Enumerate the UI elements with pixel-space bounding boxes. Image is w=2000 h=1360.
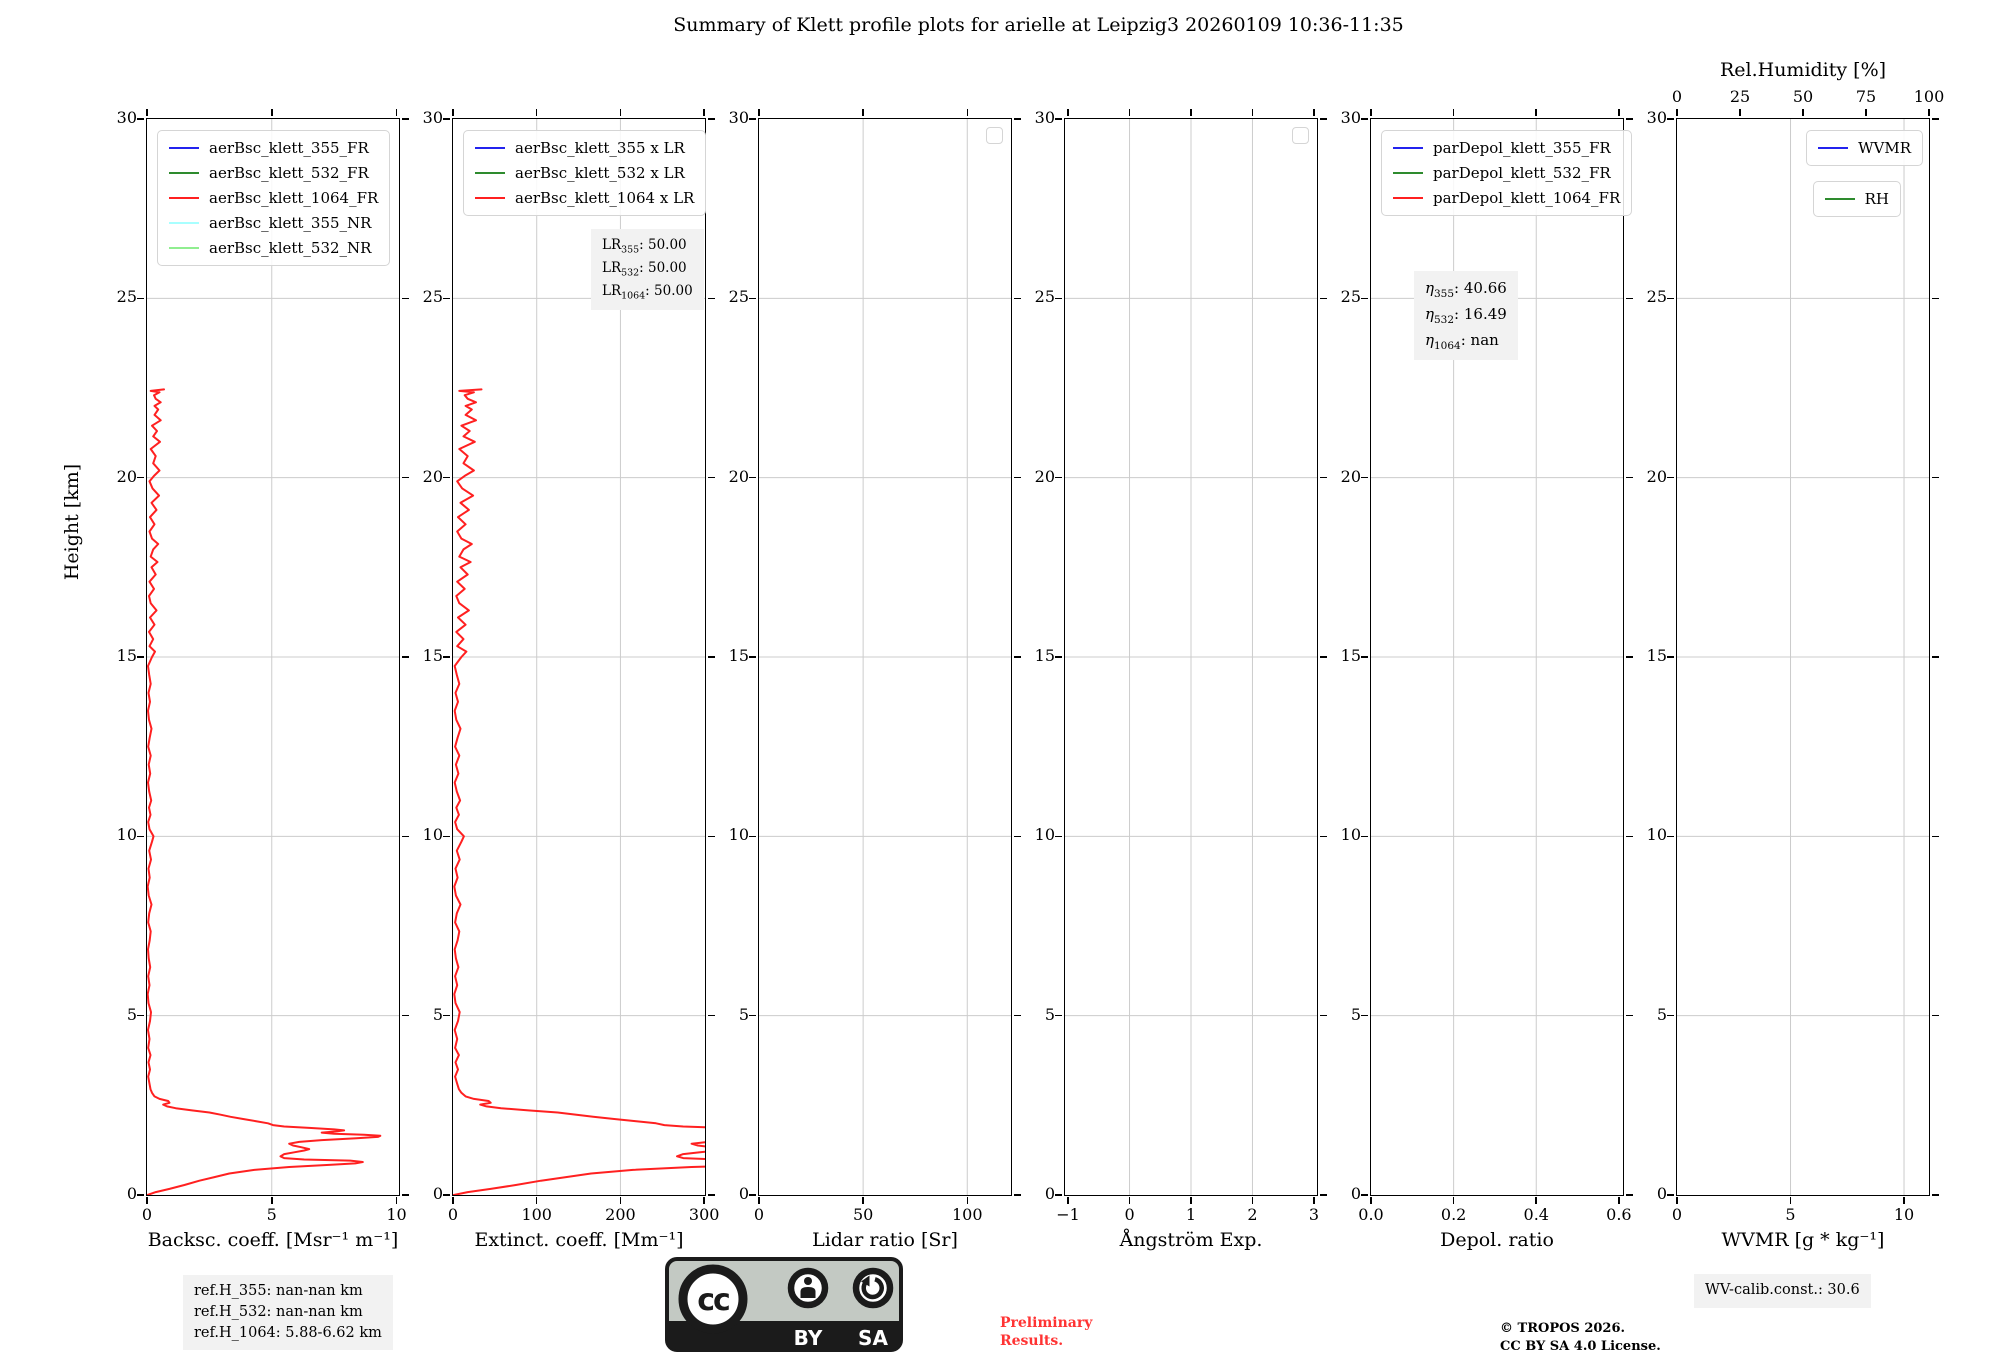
rh-tick-label: 75	[1855, 87, 1877, 106]
annotation-line: $\eta_{1064}$: nan	[1425, 330, 1499, 352]
legend-item	[1393, 189, 1620, 207]
legend-swatch-line	[1393, 197, 1423, 199]
y-tick-label: 30	[116, 108, 137, 127]
y-tick-label: 10	[116, 825, 137, 845]
top-axis-label: Rel.Humidity [%]	[1719, 59, 1887, 81]
axis-tick	[749, 298, 756, 300]
y-tick-label: 5	[1350, 1004, 1361, 1024]
x-tick-label: 0	[1671, 1205, 1683, 1224]
empty-legend-box	[1292, 127, 1309, 144]
axis-tick	[1667, 1194, 1674, 1196]
legend	[1813, 181, 1901, 217]
axis-tick	[1055, 656, 1062, 658]
rh-tick-label: 0	[1671, 87, 1683, 106]
legend-label: RH	[1864, 190, 1889, 208]
axis-tick	[1932, 1194, 1939, 1196]
x-axis-label: Ångström Exp.	[1119, 1229, 1263, 1251]
x-axis-label: Depol. ratio	[1440, 1229, 1554, 1251]
person-icon-head	[804, 1277, 812, 1285]
axis-tick	[1129, 1197, 1131, 1204]
backscatter-plot-canvas	[147, 119, 399, 1195]
legend-label: aerBsc_klett_532_NR	[209, 239, 372, 257]
y-tick-label: 25	[116, 287, 137, 307]
axis-tick	[1667, 836, 1674, 838]
legend-item	[169, 139, 378, 157]
axis-tick	[758, 1197, 760, 1204]
plot-backscatter	[116, 108, 407, 1251]
axis-tick	[1535, 1197, 1537, 1204]
axis-tick	[443, 836, 450, 838]
y-tick-label: 10	[728, 825, 749, 845]
angstrom-plot-canvas	[1065, 119, 1317, 1195]
x-tick-label: 1	[1185, 1205, 1197, 1224]
sa-label: SA	[858, 1326, 888, 1350]
legend-label: parDepol_klett_1064_FR	[1433, 189, 1621, 207]
axis-tick	[1932, 836, 1939, 838]
axis-tick	[1055, 1015, 1062, 1017]
y-tick-label: 15	[1034, 646, 1055, 665]
legend-label: aerBsc_klett_532 x LR	[515, 164, 685, 182]
legend	[157, 130, 390, 266]
legend-item	[1825, 190, 1889, 208]
copyright-note: © TROPOS 2026. CC BY SA 4.0 License.	[1500, 1321, 1661, 1354]
axis-tick	[1453, 1197, 1455, 1204]
y-tick-label: 20	[116, 466, 137, 486]
axis-tick	[1865, 109, 1867, 116]
y-tick-label: 0	[1044, 1184, 1055, 1203]
axis-tick	[1361, 1015, 1368, 1017]
page-title: Summary of Klett profile plots for arielle at Leipzig3 20260109 10:36-11:35	[673, 14, 1404, 36]
axis-tick	[862, 1197, 864, 1204]
axis-tick	[1802, 109, 1804, 116]
axis-tick	[452, 109, 454, 116]
legend-swatch-line	[169, 172, 199, 174]
annotation-line: $LR_{1064}$: 50.00	[602, 282, 693, 302]
y-tick-label: 25	[728, 287, 749, 307]
y-tick-label: 30	[1646, 108, 1667, 127]
axis-tick	[1190, 1197, 1192, 1204]
x-tick-label: 100	[521, 1205, 552, 1224]
annotation-line: $LR_{532}$: 50.00	[602, 259, 687, 279]
axis-tick	[1535, 109, 1537, 116]
y-tick-label: 0	[1350, 1184, 1361, 1203]
axis-tick	[1903, 1197, 1905, 1204]
x-tick-label: 10	[1893, 1205, 1915, 1224]
axis-tick	[146, 109, 148, 116]
axis-tick	[1667, 477, 1674, 479]
legend	[463, 130, 706, 216]
axis-tick	[137, 477, 144, 479]
y-tick-label: 15	[1646, 646, 1667, 665]
by-label: BY	[793, 1326, 823, 1350]
legend-label: parDepol_klett_532_FR	[1433, 164, 1611, 182]
x-tick-label: 5	[1785, 1205, 1796, 1224]
axis-tick	[1252, 109, 1254, 116]
axis-tick	[137, 118, 144, 120]
axis-tick	[967, 1197, 969, 1204]
legend-swatch-line	[169, 222, 199, 224]
axis-tick	[1361, 1194, 1368, 1196]
axis-tick	[1190, 109, 1192, 116]
axis-tick	[443, 298, 450, 300]
lidar-ratio-annotation-box	[591, 229, 704, 310]
y-tick-label: 30	[1034, 108, 1055, 127]
axis-tick	[1676, 1197, 1678, 1204]
axis-tick	[749, 1015, 756, 1017]
axis-tick	[749, 836, 756, 838]
x-tick-label: 200	[605, 1205, 636, 1224]
preliminary-results-note: Preliminary Results.	[1000, 1315, 1093, 1350]
legend-item	[1393, 139, 1620, 157]
axis-tick	[1790, 1197, 1792, 1204]
legend-label: aerBsc_klett_355_FR	[209, 139, 369, 157]
y-tick-label: 30	[728, 108, 749, 127]
axis-tick	[749, 1194, 756, 1196]
legend-swatch-line	[475, 197, 505, 199]
axis-tick	[758, 109, 760, 116]
axis-tick	[1067, 1197, 1069, 1204]
empty-legend-box	[986, 127, 1003, 144]
height-axis-label: Height [km]	[61, 463, 83, 581]
legend-swatch-line	[169, 247, 199, 249]
x-tick-label: 0	[1124, 1205, 1135, 1224]
legend-item	[1818, 139, 1911, 157]
rh-tick-label: 25	[1729, 87, 1751, 106]
y-tick-label: 0	[126, 1184, 137, 1203]
x-tick-label: 10	[386, 1205, 407, 1224]
axis-tick	[1252, 1197, 1254, 1204]
axis-tick	[1932, 118, 1939, 120]
legend-swatch-line	[1818, 147, 1848, 149]
y-tick-label: 10	[1340, 825, 1361, 845]
x-tick-label: 0.4	[1523, 1205, 1549, 1224]
axis-tick	[749, 118, 756, 120]
wvmr-plot-canvas	[1677, 119, 1929, 1195]
x-tick-label: 0	[447, 1205, 459, 1224]
axis-tick	[1055, 118, 1062, 120]
legend-swatch-line	[169, 147, 199, 149]
cc-icon-text: cc	[697, 1283, 729, 1318]
x-tick-label: 100	[951, 1205, 983, 1224]
axis-tick	[536, 109, 538, 116]
legend-item	[169, 189, 378, 207]
legend-swatch-line	[475, 147, 505, 149]
x-axis-label: WVMR [g * kg⁻¹]	[1721, 1229, 1885, 1251]
annotation-line: ref.H_532: nan-nan km	[194, 1304, 363, 1321]
axis-tick	[1618, 109, 1620, 116]
legend-item	[169, 164, 378, 182]
legend-swatch-line	[1393, 147, 1423, 149]
legend	[1806, 130, 1923, 166]
legend-item	[475, 139, 694, 157]
legend-item	[475, 164, 694, 182]
axis-tick	[137, 298, 144, 300]
x-tick-label: 0.6	[1606, 1205, 1632, 1224]
y-tick-label: 30	[422, 108, 443, 127]
y-tick-label: 25	[1646, 287, 1667, 307]
axis-tick	[620, 109, 622, 116]
axis-tick	[452, 1197, 454, 1204]
annotation-line: $\eta_{355}$: 40.66	[1425, 279, 1507, 300]
lidar-ratio-plot-canvas	[759, 119, 1011, 1195]
axis-tick	[1618, 1197, 1620, 1204]
legend-item	[475, 189, 694, 207]
y-tick-label: 5	[1656, 1004, 1667, 1024]
legend-item	[1393, 164, 1620, 182]
legend-label: parDepol_klett_355_FR	[1433, 139, 1611, 157]
axis-tick	[1932, 298, 1939, 300]
rh-tick-label: 100	[1913, 87, 1945, 106]
axis-tick	[1676, 109, 1678, 116]
legend-label: aerBsc_klett_532_FR	[209, 164, 369, 182]
y-tick-label: 10	[422, 825, 443, 845]
axis-tick	[1055, 1194, 1062, 1196]
y-tick-label: 15	[1340, 646, 1361, 665]
legend-swatch-line	[1393, 172, 1423, 174]
plot-angstrom	[1034, 108, 1320, 1251]
y-tick-label: 5	[738, 1004, 749, 1024]
y-tick-label: 20	[422, 466, 443, 486]
axis-tick	[1667, 656, 1674, 658]
rh-tick-label: 50	[1792, 87, 1814, 106]
y-tick-label: 25	[1034, 287, 1055, 307]
axis-tick	[1055, 477, 1062, 479]
axis-tick	[443, 1194, 450, 1196]
y-tick-label: 10	[1646, 825, 1667, 845]
x-tick-label: 2	[1247, 1205, 1258, 1224]
axis-tick	[137, 836, 144, 838]
y-tick-label: 30	[1340, 108, 1361, 127]
axis-tick	[443, 1015, 450, 1017]
axis-tick	[1067, 109, 1069, 116]
axis-tick	[443, 477, 450, 479]
axis-tick	[1932, 477, 1939, 479]
legend-item	[169, 239, 378, 257]
x-tick-label: 300	[688, 1205, 720, 1224]
axis-tick	[1129, 109, 1131, 116]
annotation-line: $LR_{355}$: 50.00	[602, 237, 687, 256]
axis-tick	[1667, 298, 1674, 300]
x-tick-label: −1	[1056, 1205, 1080, 1224]
legend	[1381, 130, 1632, 216]
annotation-line: $\eta_{532}$: 16.49	[1425, 304, 1507, 326]
legend-swatch-line	[169, 197, 199, 199]
legend-swatch-line	[1825, 198, 1855, 200]
cc-by-sa-logo	[665, 1257, 903, 1352]
legend-label: aerBsc_klett_355_NR	[209, 214, 372, 232]
eta-annotation-box	[1414, 271, 1518, 360]
axis-tick	[271, 109, 273, 116]
x-tick-label: 0	[753, 1205, 765, 1224]
legend-item	[169, 214, 378, 232]
axis-tick	[146, 1197, 148, 1204]
legend-label: aerBsc_klett_1064_FR	[209, 189, 379, 207]
axis-tick	[137, 1194, 144, 1196]
axis-tick	[1361, 298, 1368, 300]
axis-tick	[443, 656, 450, 658]
axis-tick	[749, 656, 756, 658]
y-tick-label: 15	[728, 646, 749, 665]
y-tick-label: 5	[1044, 1004, 1055, 1024]
x-tick-label: 0.2	[1440, 1205, 1467, 1224]
axis-tick	[967, 109, 969, 116]
axis-tick	[443, 118, 450, 120]
axis-tick	[1667, 1015, 1674, 1017]
y-tick-label: 25	[422, 287, 443, 307]
y-tick-label: 20	[1034, 466, 1055, 486]
axis-tick	[620, 1197, 622, 1204]
axis-tick	[862, 109, 864, 116]
legend-label: aerBsc_klett_1064 x LR	[515, 189, 695, 207]
y-tick-label: 5	[432, 1004, 443, 1024]
axis-tick	[1361, 656, 1368, 658]
x-tick-label: 50	[852, 1205, 874, 1224]
axis-tick	[1361, 118, 1368, 120]
y-tick-label: 5	[126, 1004, 137, 1024]
axis-tick	[1370, 1197, 1372, 1204]
legend-label: WVMR	[1858, 139, 1911, 157]
share-alike-icon	[856, 1271, 890, 1305]
axis-tick	[1739, 109, 1741, 116]
plot-wvmr	[1646, 59, 1945, 1251]
profile-curve-aerBsc_klett_1064 x LR	[454, 389, 705, 1195]
axis-tick	[1055, 298, 1062, 300]
axis-tick	[1361, 477, 1368, 479]
axis-tick	[1055, 836, 1062, 838]
y-tick-label: 0	[738, 1184, 749, 1203]
annotation-line: ref.H_1064: 5.88-6.62 km	[194, 1325, 382, 1342]
legend-swatch-line	[475, 172, 505, 174]
x-axis-label: Lidar ratio [Sr]	[812, 1229, 958, 1251]
x-axis-label: Extinct. coeff. [Mm⁻¹]	[474, 1229, 684, 1251]
x-tick-label: 3	[1308, 1205, 1320, 1224]
axis-tick	[1667, 118, 1674, 120]
y-tick-label: 20	[1646, 466, 1667, 486]
axis-tick	[749, 477, 756, 479]
axis-tick	[137, 656, 144, 658]
y-tick-label: 20	[1340, 466, 1361, 486]
axis-tick	[1932, 1015, 1939, 1017]
axis-tick	[1453, 109, 1455, 116]
reference-height-annotation-box	[183, 1275, 393, 1350]
y-tick-label: 0	[1656, 1184, 1667, 1203]
plot-lidar-ratio	[728, 108, 1012, 1251]
axis-tick	[1928, 109, 1930, 116]
axis-tick	[1932, 656, 1939, 658]
axis-tick	[1361, 836, 1368, 838]
wv-calibration-annotation: WV-calib.const.: 30.6	[1694, 1274, 1871, 1308]
annotation-line: ref.H_355: nan-nan km	[194, 1283, 363, 1299]
person-icon-body	[801, 1287, 816, 1298]
x-axis-label: Backsc. coeff. [Msr⁻¹ m⁻¹]	[147, 1229, 399, 1251]
y-tick-label: 0	[432, 1184, 443, 1203]
y-tick-label: 15	[422, 646, 443, 665]
y-tick-label: 10	[1034, 825, 1055, 845]
axis-tick	[1370, 109, 1372, 116]
y-tick-label: 20	[728, 466, 749, 486]
axis-tick	[271, 1197, 273, 1204]
y-tick-label: 25	[1340, 287, 1361, 307]
axis-tick	[137, 1015, 144, 1017]
legend-label: aerBsc_klett_355 x LR	[515, 139, 685, 157]
x-tick-label: 0.0	[1358, 1205, 1384, 1224]
axis-tick	[536, 1197, 538, 1204]
profile-curve-aerBsc_klett_1064_FR	[148, 389, 381, 1195]
x-tick-label: 0	[141, 1205, 153, 1224]
x-tick-label: 5	[266, 1205, 277, 1224]
y-tick-label: 15	[116, 646, 137, 665]
